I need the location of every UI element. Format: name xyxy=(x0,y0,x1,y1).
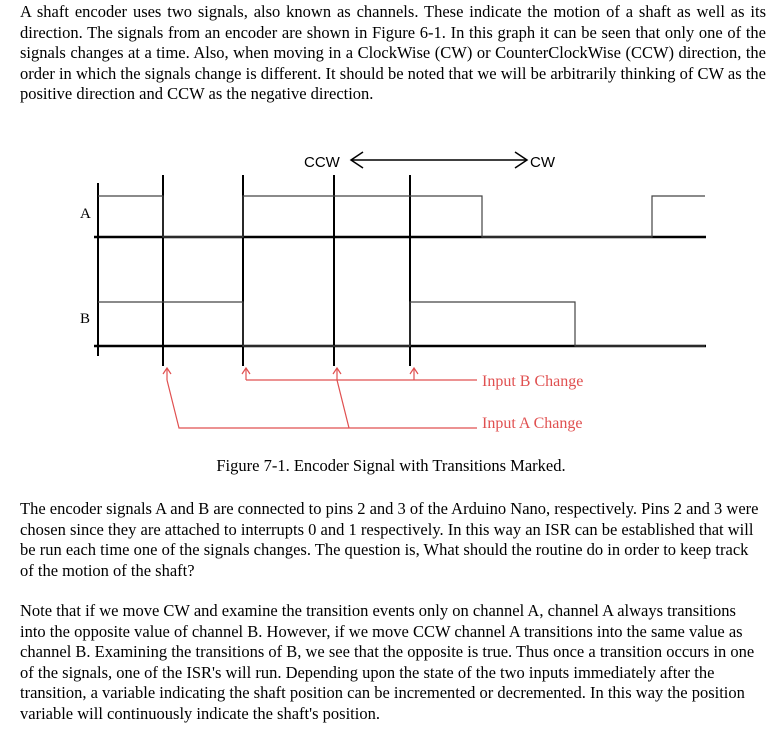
arrow-up-icon xyxy=(333,368,341,380)
cw-label: CW xyxy=(530,154,555,171)
signal-b-waveform xyxy=(98,302,705,346)
direction-arrow xyxy=(351,152,527,168)
arrow-up-icon xyxy=(242,368,250,380)
transition-markers xyxy=(163,368,477,428)
input-a-change-label: Input A Change xyxy=(482,415,583,432)
signal-b-label: B xyxy=(80,311,91,327)
input-b-change-label: Input B Change xyxy=(482,373,584,390)
figure-caption: Figure 7-1. Encoder Signal with Transitions Marked. xyxy=(216,456,566,475)
signal-a-waveform xyxy=(98,196,705,237)
note-paragraph: Note that if we move CW and examine the transition events only on channel A, channel A always transitions into the opposite value of channel B. However, if we move CCW channel A transitions into the same value as channel B. Examining the transitions of B, we see that the opposite is true. Thus once a transition occurs in one of the signals, one of the ISR's will run. Depending upon the state of the two inputs immediately after the transition, a variable indicating the shaft position can be incremented or decremented. In this way the position variable will continuously indicate the shaft's position. xyxy=(20,601,755,723)
ccw-label: CCW xyxy=(304,154,340,171)
intro-paragraph: A shaft encoder uses two signals, also known as channels. These indicate the motion of a shaft as well as its direction. The signals from an encoder are shown in Figure 6-1. In this graph it can be seen that only one of the signals changes at a time. Also, when moving in a ClockWise (CW) or CounterClockWise (CCW) direction, the order in which the signals change is different. It should be noted that we will be arbitrarily thinking of CW as the positive direction and CCW as the negative direction. xyxy=(20,2,766,104)
pins-paragraph: The encoder signals A and B are connected to pins 2 and 3 of the Arduino Nano, respectively. Pins 2 and 3 were chosen since they are attached to interrupts 0 and 1 respectively. In this way an ISR can be established that will be run each time one of the signals changes. The question is, What should the routine do in order to keep track of the motion of the shaft? xyxy=(20,499,759,580)
arrow-up-icon xyxy=(410,368,418,380)
signal-a-label: A xyxy=(80,206,91,222)
transition-lines xyxy=(98,175,410,366)
arrow-up-icon xyxy=(163,368,171,380)
encoder-signal-figure xyxy=(0,140,782,450)
